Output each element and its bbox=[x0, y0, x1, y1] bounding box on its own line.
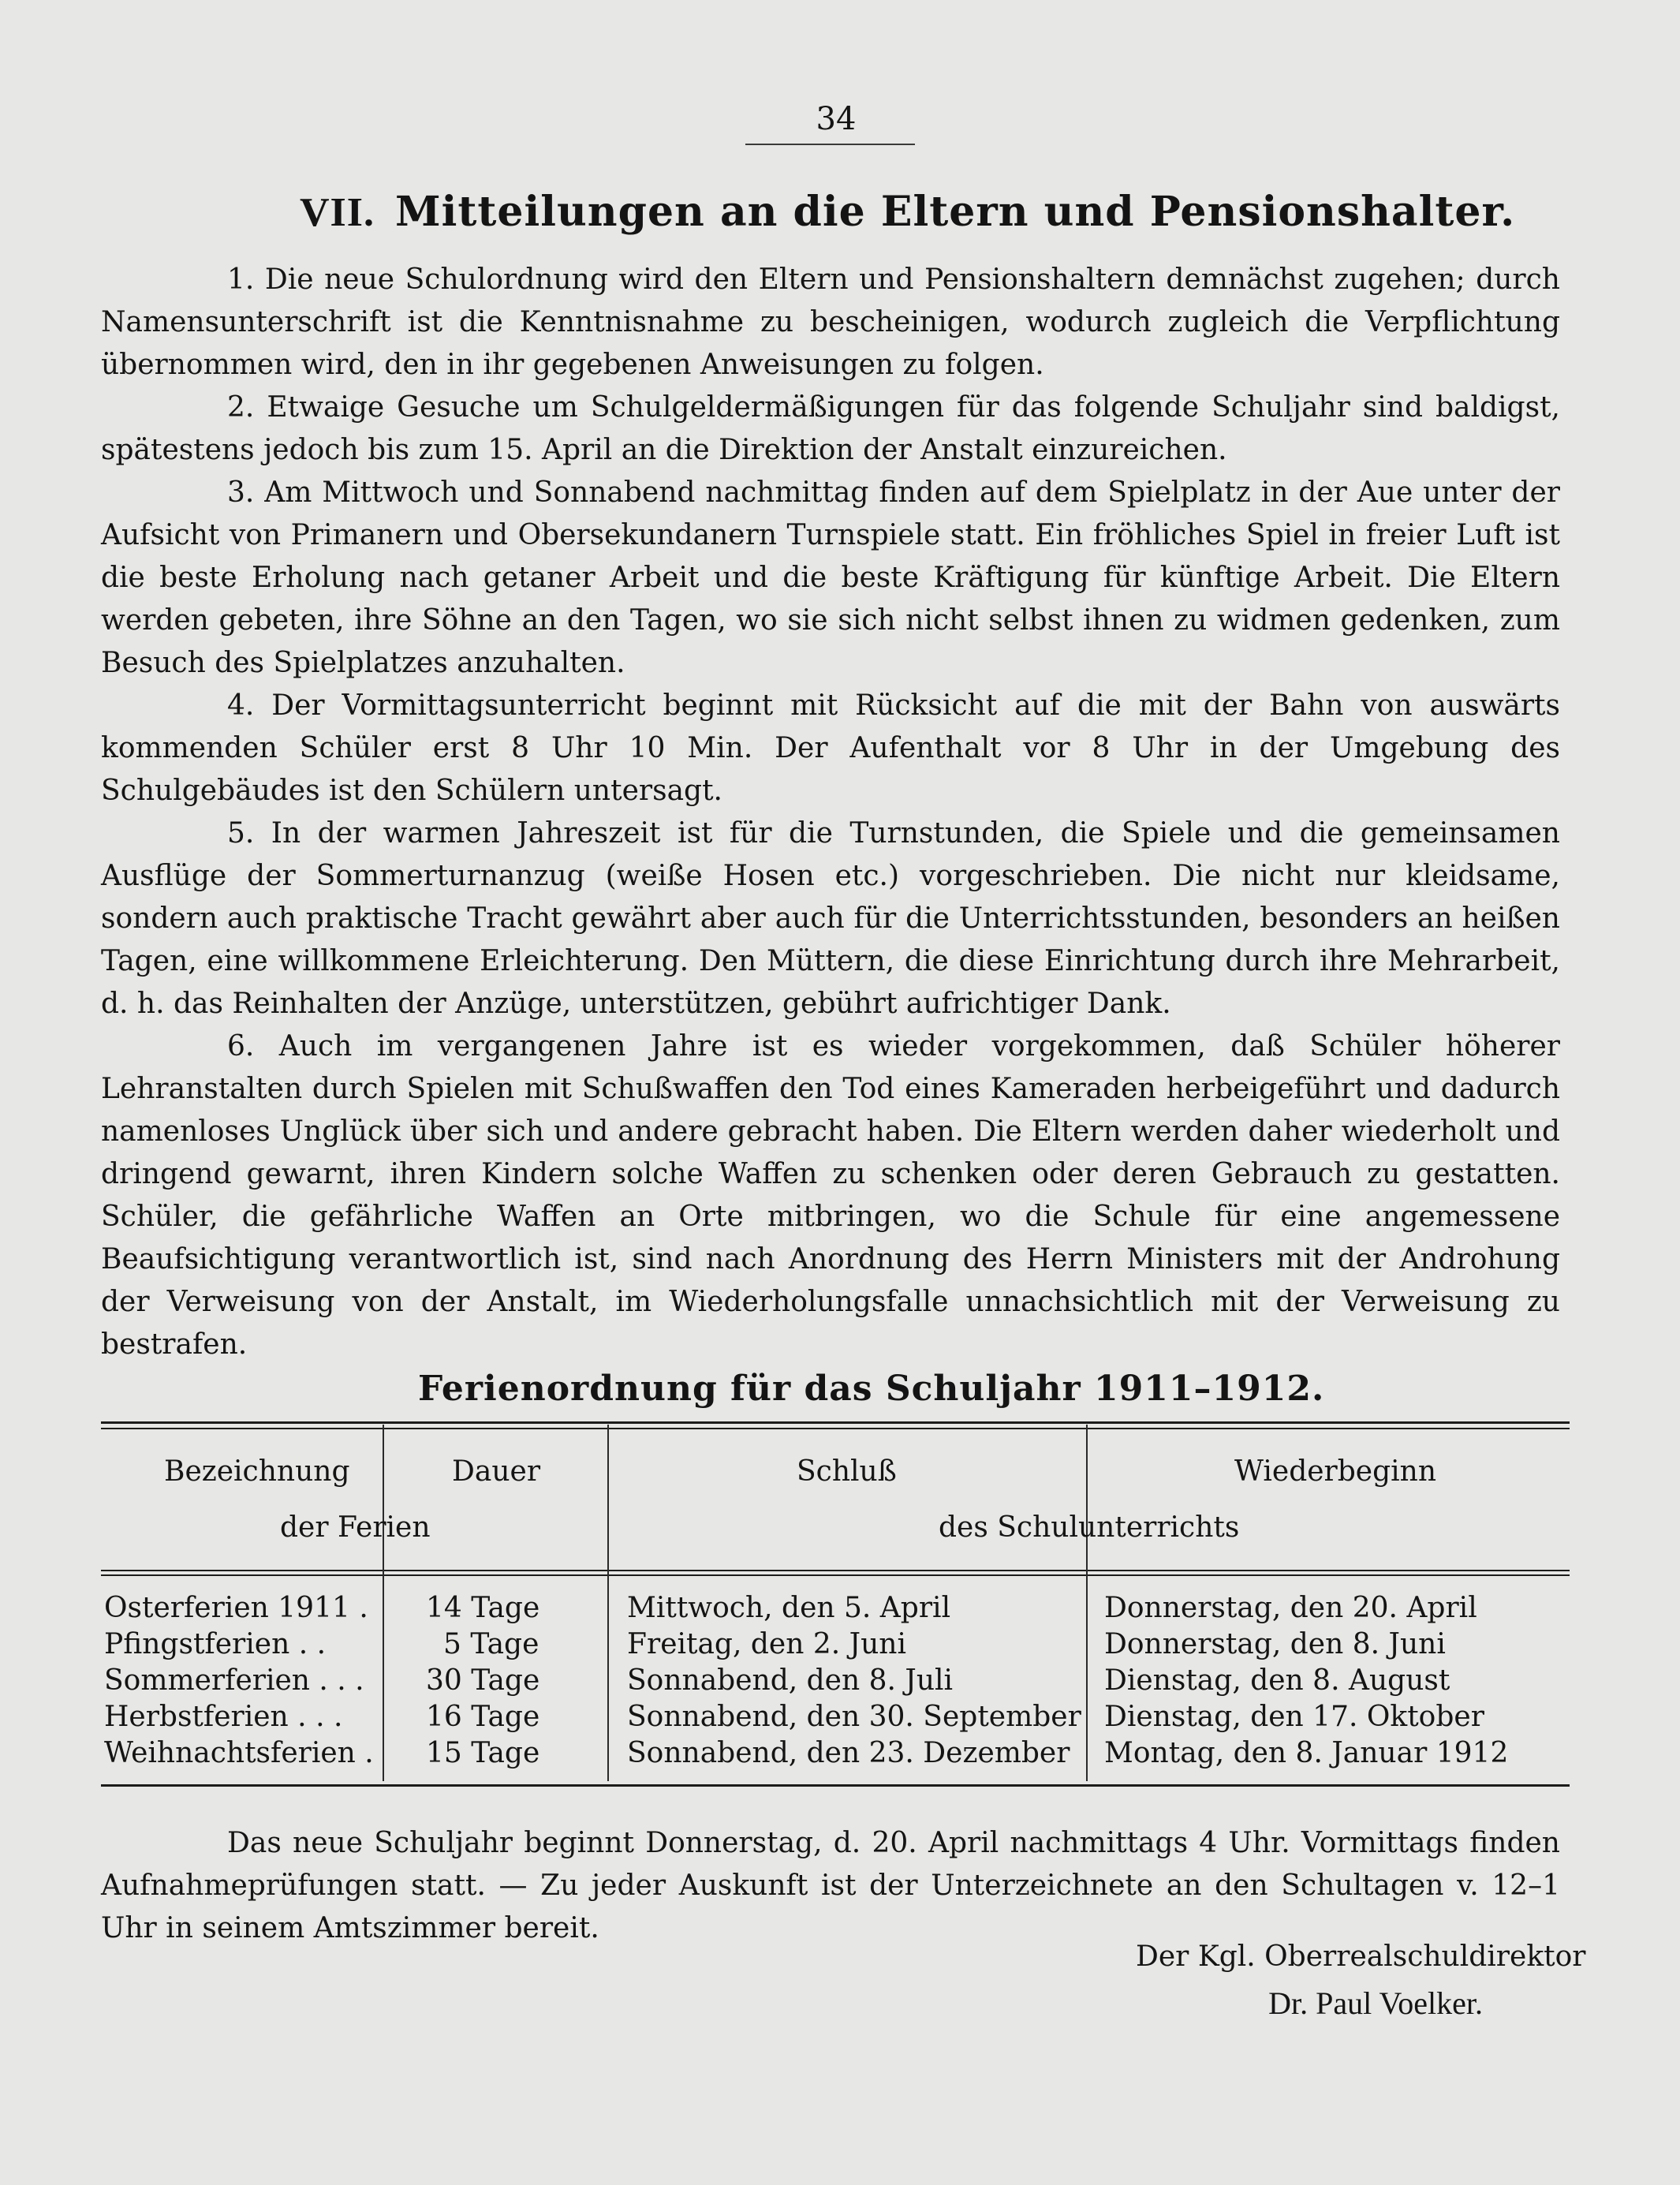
header-der-ferien: der Ferien bbox=[280, 1511, 431, 1544]
table-top-rule bbox=[101, 1421, 1570, 1424]
header-bezeichnung: Bezeichnung bbox=[164, 1455, 350, 1488]
table-bottom-rule bbox=[101, 1784, 1570, 1787]
cell-wiederbeginn: Dienstag, den 8. August bbox=[1104, 1664, 1450, 1697]
header-wiederbeginn: Wiederbeginn bbox=[1234, 1455, 1437, 1488]
cell-name: Pfingstferien . . bbox=[104, 1628, 327, 1660]
table-header-rule-inner bbox=[101, 1574, 1570, 1576]
paragraph-3: 3. Am Mittwoch und Sonnabend nachmittag finden auf dem Spielplatz in der Aue unter der Aufsicht von Primanern und Obersekundanern Turnspiele statt. Ein fröhliches Spiel in freier Luft ist die beste Erholung nach getaner Arbeit und die beste Kräftigung für künftige Arbeit. Die Eltern werden gebeten, ihre Söhne an den Tagen, wo sie sich nicht selbst ihnen zu widmen gedenken, zum Besuch des Spielplatzes anzuhalten. bbox=[101, 476, 1560, 679]
cell-dauer: 15 Tage bbox=[426, 1737, 540, 1769]
cell-wiederbeginn: Dienstag, den 17. Oktober bbox=[1104, 1701, 1484, 1733]
header-schluss: Schluß bbox=[797, 1455, 897, 1488]
closing-text: Das neue Schuljahr beginnt Donnerstag, d. 20. April nachmittags 4 Uhr. Vormittags finden Aufnahmeprüfungen statt. — Zu jeder Auskunft ist der Unterzeichnete an den Schultagen v. 12–1 Uhr in seinem Amtszimmer bereit. bbox=[101, 1827, 1560, 1944]
page-number-rule bbox=[745, 144, 915, 145]
signature-name: Dr. Paul Voelker. bbox=[1268, 1985, 1483, 2021]
table-top-rule-inner bbox=[101, 1428, 1570, 1429]
header-dauer: Dauer bbox=[452, 1455, 541, 1488]
cell-schluss: Mittwoch, den 5. April bbox=[627, 1592, 951, 1624]
paragraph-2: 2. Etwaige Gesuche um Schulgeldermäßigungen für das folgende Schuljahr sind baldigst, spätestens jedoch bis zum 15. April an die Direktion der Anstalt einzureichen. bbox=[101, 391, 1560, 466]
closing-paragraph bbox=[101, 1822, 1560, 1950]
column-divider-2 bbox=[607, 1425, 609, 1781]
paragraph-1: 1. Die neue Schulordnung wird den Eltern und Pensionshaltern demnächst zugehen; durch Namensunterschrift ist die Kenntnisnahme zu bescheinigen, wodurch zugleich die Verpflichtung übernommen wird, den in ihr gegebenen Anweisungen zu folgen. bbox=[101, 263, 1560, 381]
cell-name: Weihnachtsferien . bbox=[104, 1737, 374, 1769]
vacation-table-title: Ferienordnung für das Schuljahr 1911–1912. bbox=[418, 1369, 1325, 1409]
cell-schluss: Sonnabend, den 23. Dezember bbox=[627, 1737, 1070, 1769]
paragraph-6: 6. Auch im vergangenen Jahre ist es wieder vorgekommen, daß Schüler höherer Lehranstalten durch Spielen mit Schußwaffen den Tod eines Kameraden herbeigeführt und dadurch namenloses Unglück über sich und andere gebracht haben. Die Eltern werden daher wiederholt und dringend gewarnt, ihren Kindern solche Waffen zu schenken oder deren Gebrauch zu gestatten. Schüler, die gefährliche Waffen an Orte mitbringen, wo die Schule für eine angemessene Beaufsichtigung verantwortlich ist, sind nach Anordnung des Herrn Ministers mit der Androhung der Verweisung von der Anstalt, im Wiederholungsfalle unnachsichtlich mit der Verweisung zu bestrafen. bbox=[101, 1030, 1560, 1361]
cell-name: Sommerferien . . . bbox=[104, 1664, 364, 1697]
page-number: 34 bbox=[816, 101, 857, 137]
cell-schluss: Sonnabend, den 8. Juli bbox=[627, 1664, 954, 1697]
cell-wiederbeginn: Montag, den 8. Januar 1912 bbox=[1104, 1737, 1509, 1769]
cell-dauer: 16 Tage bbox=[426, 1701, 540, 1733]
table-header-rule bbox=[101, 1570, 1570, 1571]
column-divider-3 bbox=[1086, 1425, 1088, 1781]
cell-name: Herbstferien . . . bbox=[104, 1701, 343, 1733]
cell-dauer: 30 Tage bbox=[426, 1664, 540, 1697]
notice-paragraphs bbox=[101, 259, 1560, 1366]
cell-dauer: 14 Tage bbox=[426, 1592, 540, 1624]
cell-schluss: Sonnabend, den 30. September bbox=[627, 1701, 1081, 1733]
cell-wiederbeginn: Donnerstag, den 20. April bbox=[1104, 1592, 1477, 1624]
paragraph-4: 4. Der Vormittagsunterricht beginnt mit Rücksicht auf die mit der Bahn von auswärts kommenden Schüler erst 8 Uhr 10 Min. Der Aufenthalt vor 8 Uhr in der Umgebung des Schulgebäudes ist den Schülern untersagt. bbox=[101, 689, 1560, 807]
section-heading bbox=[300, 188, 1516, 236]
column-divider-1 bbox=[383, 1425, 384, 1781]
header-des-schulunterrichts: des Schulunterrichts bbox=[939, 1511, 1240, 1544]
paragraph-5: 5. In der warmen Jahreszeit ist für die Turnstunden, die Spiele und die gemeinsamen Ausflüge der Sommerturnanzug (weiße Hosen etc.) vorgeschrieben. Die nicht nur kleidsame, sondern auch praktische Tracht gewährt aber auch für die Unterrichtsstunden, besonders an heißen Tagen, eine willkommene Erleichterung. Den Müttern, die diese Einrichtung durch ihre Mehrarbeit, d. h. das Reinhalten der Anzüge, unterstützen, gebührt aufrichtiger Dank. bbox=[101, 817, 1560, 1020]
cell-wiederbeginn: Donnerstag, den 8. Juni bbox=[1104, 1628, 1446, 1660]
section-numeral: VII. bbox=[300, 190, 375, 235]
section-title: Mitteilungen an die Eltern und Pensionshalter. bbox=[395, 188, 1516, 236]
cell-schluss: Freitag, den 2. Juni bbox=[627, 1628, 906, 1660]
cell-dauer: 5 Tage bbox=[443, 1628, 539, 1660]
cell-name: Osterferien 1911 . bbox=[104, 1592, 368, 1624]
signature-title: Der Kgl. Oberrealschuldirektor bbox=[1136, 1940, 1586, 1973]
